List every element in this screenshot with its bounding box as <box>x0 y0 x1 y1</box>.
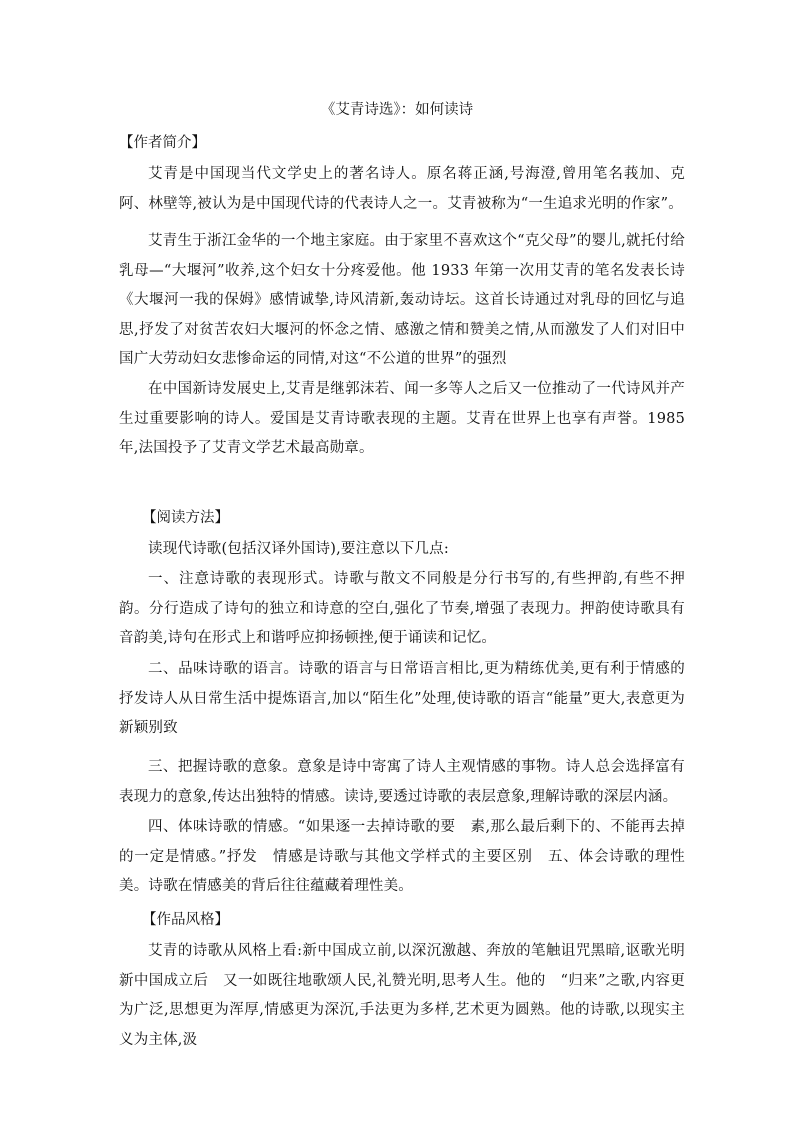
author-paragraph-3: 在中国新诗发展史上,艾青是继郭沫若、闻一多等人之后又一位推动了一代诗风并产生过重要影响的诗人。爱国是艾青诗歌表现的主题。艾青在世界上也享有声誉。1985 年,法国投予了艾青文学艺术最高勋章。 <box>119 381 685 456</box>
style-paragraph-1: 艾青的诗歌从风格上看:新中国成立前,以深沉激越、奔放的笔触诅咒黑暗,讴歌光明新中国成立后 又一如既往地歌颂人民,礼赞光明,思考人生。他的 “归来”之歌,内容更为广泛,思想更为浑厚,情感更为深沉,手法更为多样,艺术更为圆熟。他的诗歌,以现实主义为主体,汲 <box>119 943 685 1048</box>
reading-paragraph-2: 二、品味诗歌的语言。诗歌的语言与日常语言相比,更为精练优美,更有利于情感的抒发诗人从日常生活中提炼语言,加以“陌生化”处理,使诗歌的语言“能量”更大,表意更为新颖别致 <box>119 661 685 736</box>
style-section-heading: 【作品风格】 <box>142 912 229 928</box>
author-section-heading: 【作者简介】 <box>119 135 206 151</box>
reading-paragraph-3: 三、把握诗歌的意象。意象是诗中寄寓了诗人主观情感的事物。诗人总会选择富有表现力的意象,传达出独特的情感。读诗,要透过诗歌的表层意象,理解诗歌的深层内涵。 <box>119 759 685 805</box>
reading-paragraph-1: 一、注意诗歌的表现形式。诗歌与散文不同般是分行书写的,有些押韵,有些不押韵。分行造成了诗句的独立和诗意的空白,强化了节奏,增强了表现力。押韵使诗歌具有音韵美,诗句在形式上和谐呼应抑扬顿挫,便于诵读和记忆。 <box>119 571 685 646</box>
document-title: 《艾青诗选》：如何读诗 <box>320 102 474 118</box>
author-paragraph-2: 艾青生于浙江金华的一个地主家庭。由于家里不喜欢这个“克父母”的婴儿,就托付给乳母—“大堰河”收养,这个妇女十分疼爱他。他 1933 年第一次用艾青的笔名发表长诗《大堰河一我的保姆》感情诚挚,诗风清新,轰动诗坛。这首长诗通过对乳母的回忆与追思,抒发了对贫苦农妇大堰河的怀念之情、感激之情和赞美之情,从而激发了人们对旧中国广大劳动妇女悲惨命运的同情,对这“不公道的世界”的强烈 <box>119 233 685 367</box>
author-paragraph-1: 艾青是中国现当代文学史上的著名诗人。原名蒋正涵,号海澄,曾用笔名莪加、克阿、林壁等,被认为是中国现代诗的代表诗人之一。艾青被称为“一生追求光明的作家”。 <box>119 166 685 212</box>
reading-paragraph-intro: 读现代诗歌(包括汉译外国诗),要注意以下几点: <box>148 541 449 557</box>
reading-paragraph-4: 四、体味诗歌的情感。“如果逐一去掉诗歌的要 素,那么最后剩下的、不能再去掉的一定是情感。”抒发 情感是诗歌与其他文学样式的主要区别 五、体会诗歌的理性美。诗歌在情感美的背后往往蕴藏着理性美。 <box>119 819 685 894</box>
reading-section-heading: 【阅读方法】 <box>142 510 229 526</box>
